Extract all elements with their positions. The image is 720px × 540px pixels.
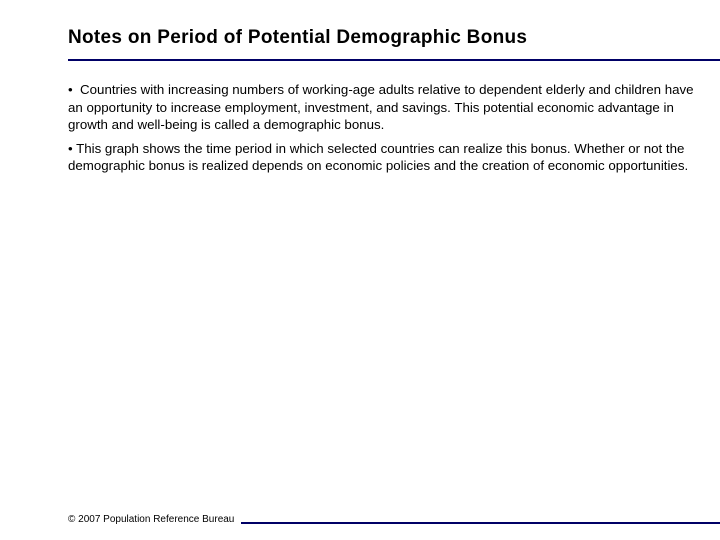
slide-title: Notes on Period of Potential Demographic Bonus	[68, 27, 528, 48]
footer-divider	[241, 522, 720, 524]
bullet-icon: •	[68, 140, 73, 156]
bullet-text: Countries with increasing numbers of working-age adults relative to dependent elderly and children have an opportunity to increase employment, investment, and savings. This potential economic advantage in growth and well-being is called a demographic bonus.	[68, 82, 698, 132]
bullet-item	[68, 140, 708, 175]
bullet-item	[68, 81, 708, 134]
slide-body	[68, 81, 708, 181]
bullet-text: This graph shows the time period in which selected countries can realize this bonus. Whether or not the demographic bonus is realized depends on economic policies and the creation of economic opportunities.	[68, 140, 689, 173]
bullet-icon: •	[68, 82, 73, 97]
title-divider	[68, 59, 720, 61]
footer-copyright: © 2007 Population Reference Bureau	[68, 514, 235, 525]
